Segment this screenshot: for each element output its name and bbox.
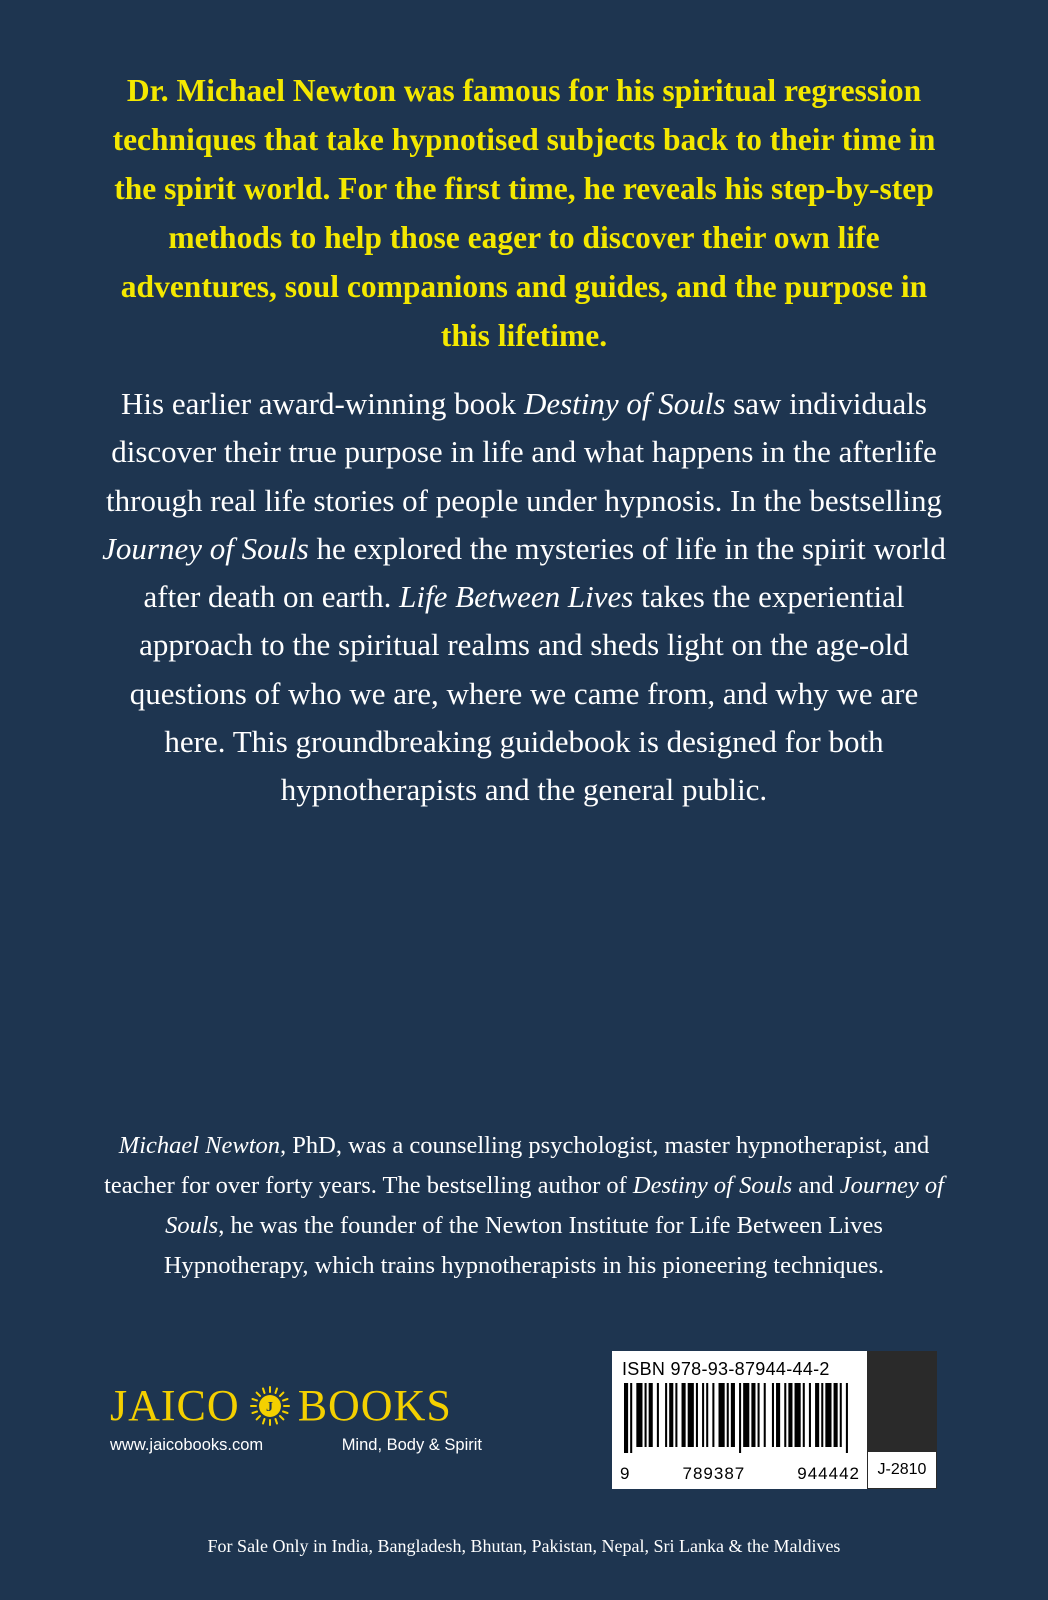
barcode-panel xyxy=(612,1351,867,1489)
description-title-life: Life Between Lives xyxy=(399,579,634,615)
barcode-bar xyxy=(846,1383,848,1453)
publisher-subline xyxy=(110,1436,482,1455)
barcode-bar xyxy=(624,1383,628,1453)
barcode-bar xyxy=(675,1383,677,1447)
publisher-block xyxy=(110,1378,490,1458)
author-bio-part-3: , he was the founder of the Newton Institute for Life Between Lives Hypnotherapy, which trains hypnotherapists in his pioneering techniques. xyxy=(163,1212,885,1279)
description-part-4: takes the experiential approach to the spiritual realms and sheds light on the age-old questions of who we are, where we came from, and why we are here. This groundbreaking guidebook is designed for both hypnotherapists and the general public. xyxy=(129,579,919,808)
logo-letter: J xyxy=(265,1400,274,1415)
barcode-bar xyxy=(834,1383,838,1447)
barcode-bar xyxy=(696,1383,698,1447)
barcode-bar xyxy=(739,1383,741,1453)
barcode-bar xyxy=(821,1383,823,1447)
barcode-bar xyxy=(649,1383,653,1447)
barcode-bar xyxy=(688,1383,694,1447)
barcode-digit-group-2: 789387 xyxy=(682,1464,746,1483)
publisher-name-left: JAICO xyxy=(110,1381,240,1430)
barcode-bar xyxy=(809,1383,811,1447)
barcode-digit-group-3: 944442 xyxy=(797,1464,860,1483)
barcode-bar xyxy=(645,1383,647,1447)
barcode-bar xyxy=(743,1383,749,1447)
author-bio xyxy=(90,1126,958,1286)
barcode-bar xyxy=(815,1383,819,1447)
author-name: Michael Newton, xyxy=(118,1132,287,1159)
barcode-bar xyxy=(825,1383,831,1447)
publisher-logo xyxy=(110,1378,490,1434)
barcode-bar xyxy=(751,1383,755,1447)
barcode-digit-group-1: 9 xyxy=(620,1464,631,1483)
barcode-bar xyxy=(784,1383,786,1447)
barcode-bar xyxy=(719,1383,725,1447)
author-bio-title-destiny: Destiny of Souls xyxy=(632,1172,793,1199)
barcode xyxy=(612,1351,937,1489)
description-part-3: he explored the mysteries of life in the spirit world after death on earth. xyxy=(143,530,946,615)
barcode-bar xyxy=(764,1383,766,1447)
barcode-bar xyxy=(665,1383,667,1447)
barcode-bar xyxy=(776,1383,780,1447)
barcode-bar xyxy=(682,1383,686,1447)
barcode-bar xyxy=(731,1383,735,1447)
barcode-bar xyxy=(788,1383,792,1447)
sun-logo-icon xyxy=(250,1386,290,1426)
barcode-bar xyxy=(657,1383,659,1447)
barcode-bar xyxy=(795,1383,801,1447)
description-part-2: saw individuals discover their true purpose in life and what happens in the afterlife through real life stories of people under hypnosis. In the bestselling xyxy=(106,386,942,518)
publisher-name-right: BOOKS xyxy=(297,1381,452,1430)
author-bio-title-journey: Journey of Souls xyxy=(165,1172,944,1239)
description-title-destiny: Destiny of Souls xyxy=(523,386,726,421)
description-part-1: His earlier award-winning book xyxy=(121,386,524,421)
barcode-bar xyxy=(706,1383,708,1447)
publisher-website: www.jaicobooks.com xyxy=(110,1436,264,1454)
price-code: J-2810 xyxy=(867,1451,937,1489)
blurb-text: Dr. Michael Newton was famous for his spiritual regression techniques that take hypnotised subjects back to their time in the spirit world. For the first time, he reveals his step-by-step methods to help those eager to discover their own life adventures, soul companions and guides, and the purpose in this lifetime. xyxy=(112,73,936,353)
barcode-bar xyxy=(669,1383,673,1447)
barcode-bar xyxy=(702,1383,704,1447)
author-bio-part-2: and xyxy=(792,1172,840,1199)
barcode-digits xyxy=(620,1464,860,1484)
barcode-bar xyxy=(630,1383,632,1453)
author-bio-part-1: PhD, was a counselling psychologist, master hypnotherapist, and teacher for over forty years. The bestselling author of xyxy=(104,1132,930,1199)
description-title-journey: Journey of Souls xyxy=(102,530,309,566)
sale-territory-notice: For Sale Only in India, Bangladesh, Bhutan, Pakistan, Nepal, Sri Lanka & the Maldives xyxy=(207,1536,841,1556)
barcode-bar xyxy=(772,1383,774,1447)
book-description xyxy=(100,380,948,815)
isbn-label: ISBN 978-93-87944-44-2 xyxy=(622,1359,830,1379)
barcode-bar xyxy=(803,1383,805,1447)
barcode-bar xyxy=(727,1383,729,1447)
book-category: Mind, Body & Spirit xyxy=(341,1436,482,1454)
barcode-bar xyxy=(758,1383,760,1447)
barcode-bar xyxy=(840,1383,842,1447)
barcode-side-panel xyxy=(867,1351,937,1489)
barcode-bars xyxy=(622,1383,852,1453)
barcode-bar xyxy=(636,1383,642,1447)
barcode-bar xyxy=(712,1383,714,1447)
